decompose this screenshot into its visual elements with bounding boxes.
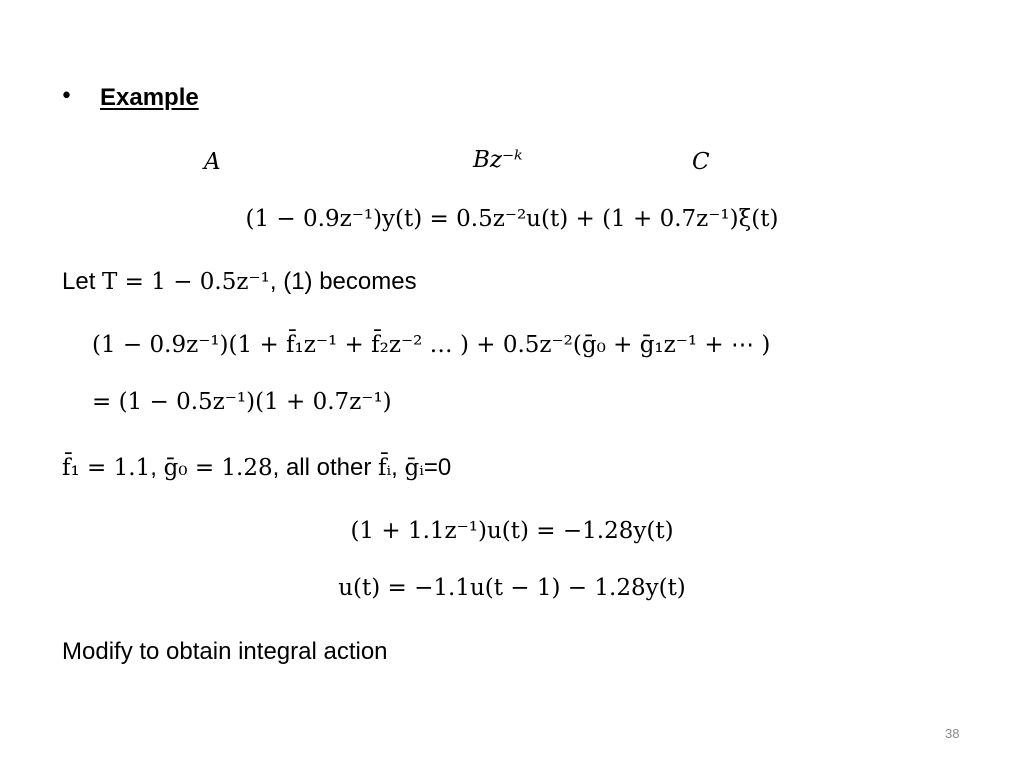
- equation-1: (1 − 0.9z⁻¹)y(t) = 0.5z⁻²u(t) + (1 + 0.7z⁻¹)ξ(t): [245, 206, 779, 232]
- coeff-g0: ḡ₀ = 1.28: [163, 455, 273, 481]
- comma-1: ,: [150, 454, 164, 481]
- let-math: T = 1 − 0.5z⁻¹: [102, 269, 270, 295]
- coeff-gi: ḡᵢ: [404, 455, 424, 481]
- let-line: [62, 267, 417, 297]
- label-c: C: [692, 149, 710, 175]
- coeff-fi: f̄ᵢ: [378, 455, 392, 481]
- comma-2: ,: [391, 454, 405, 481]
- equals-zero: =0: [423, 454, 452, 481]
- closing-text: Modify to obtain integral action: [62, 638, 388, 665]
- let-suffix: , (1) becomes: [269, 268, 417, 295]
- all-other-text: , all other: [272, 454, 379, 481]
- expansion-line-2: = (1 − 0.5z⁻¹)(1 + 0.7z⁻¹): [92, 389, 392, 415]
- slide-heading: Example: [100, 84, 199, 111]
- let-prefix: Let: [62, 268, 103, 295]
- control-equation-1: (1 + 1.1z⁻¹)u(t) = −1.28y(t): [350, 518, 674, 544]
- expansion-line-1: (1 − 0.9z⁻¹)(1 + f̄₁z⁻¹ + f̄₂z⁻² … ) + 0.5z⁻²(ḡ₀ + ḡ₁z⁻¹ + ⋯ ): [92, 332, 771, 358]
- coeff-f1: f̄₁ = 1.1: [62, 455, 151, 481]
- bullet-marker: •: [60, 84, 73, 109]
- page-number: 38: [945, 726, 960, 741]
- control-equation-2: u(t) = −1.1u(t − 1) − 1.28y(t): [338, 575, 686, 601]
- label-b: Bz⁻ᵏ: [473, 147, 523, 173]
- coefficients-line: [62, 453, 451, 483]
- label-a: A: [204, 149, 221, 175]
